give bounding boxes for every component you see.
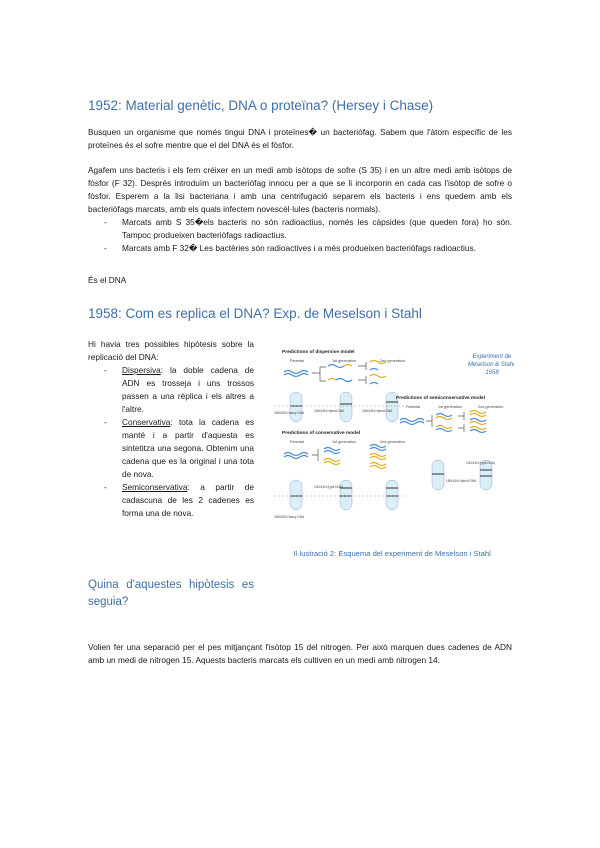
band-label: 15N/14N Hybrid DNA bbox=[314, 409, 345, 413]
column-label: Parental bbox=[290, 440, 305, 444]
section-heading-hershey-chase: 1952: Material genètic, DNA o proteïna? (Hersey i Chase) bbox=[88, 98, 434, 113]
paragraph-nitrogen: Volien fer una separació per el pes mitjançant l'isòtop 15 del nitrogen. Per això marquen dues cadenes de ADN amb un medi de nitrogen 15. Aquests bacteris marcats els cultiven en un medi amb nitrogen 14. bbox=[88, 642, 512, 665]
column-label: 1st generation bbox=[332, 440, 357, 444]
hypothesis-term: Semiconservativa bbox=[122, 482, 188, 492]
band-label: 14N/14N (light DNA) bbox=[466, 461, 496, 465]
experiment-diagram bbox=[270, 342, 514, 542]
hypothesis-term: Conservativa bbox=[122, 417, 171, 427]
section-heading-meselson-stahl: 1958: Com es replica el DNA? Exp. de Meselson i Stahl bbox=[88, 306, 422, 321]
paragraph-procedure: Agafem uns bacteris i els fem créixer en un medi amb isòtops de sofre (S 35) i en un altre medi amb isòtops de fòsfor (F 32). Després introduïm un bacteriòfag innocu per a que se li incorporin en cada cas l'isòtop de sofre o fòsfor. Esperem a la lisi bacteriana i amb una centrifugació separem els bacteris i ens quedem amb els bacteriòfags marcats, amb els quals infectem novescèl·lules (bacteris normals). bbox=[88, 165, 512, 214]
band-label: 15N/15N Heavy DNA bbox=[274, 411, 305, 415]
results-list bbox=[88, 216, 512, 255]
figure-title-line: Experiment de bbox=[472, 354, 512, 360]
panel-dispersive bbox=[274, 349, 406, 422]
column-label: 1st generation bbox=[332, 359, 357, 363]
column-label: 2nd generation bbox=[380, 440, 406, 444]
hypotheses-list bbox=[88, 364, 254, 520]
panel-title: Predictions of semiconservative model bbox=[396, 396, 486, 401]
band-label: 15N/14N Hybrid DNA bbox=[446, 479, 477, 483]
meselson-stahl-figure bbox=[270, 342, 514, 542]
panel-semiconservative bbox=[396, 395, 503, 490]
band-label: 15N/14N Hybrid DNA bbox=[362, 409, 393, 413]
list-item: - Marcats amb F 32� Les bactèries són radioactives i a més produeixen bacteriòfags radioactius. bbox=[88, 242, 512, 255]
column-label: 2nd generation bbox=[380, 359, 406, 363]
band-label: 15N/15N Heavy DNA bbox=[274, 515, 305, 519]
column-label: Parental bbox=[406, 405, 421, 409]
band-label: 14N/14N (light DNA) bbox=[314, 485, 344, 489]
figure-title-line: Meselson & Stahl, bbox=[467, 362, 514, 368]
panel-title: Predictions of conservative model bbox=[282, 431, 361, 436]
list-item: - Marcats amb S 35�els bacteris no són radioactius, només les càpsides (que queden fora) ho són. Tampoc produeixen bacteriòfags radioactius. bbox=[88, 216, 512, 242]
column-label: Parental bbox=[290, 359, 305, 363]
hypothesis-term: Dispersiva bbox=[122, 365, 161, 375]
conclusion-text: És el DNA bbox=[88, 275, 127, 285]
list-item bbox=[88, 364, 254, 416]
hypotheses-intro: Hi havia tres possibles hipòtesis sobre la replicació del DNA: bbox=[88, 339, 254, 362]
column-label: 2nd generation bbox=[478, 405, 504, 409]
panel-title: Predictions of dispersive model bbox=[282, 350, 355, 355]
hypothesis-text: : a partir de cadascuna de les 2 cadenes es forma una de nova. bbox=[122, 482, 254, 518]
figure-title-line: 1958 bbox=[485, 370, 499, 376]
panel-conservative bbox=[274, 430, 406, 519]
column-label: 1st generation bbox=[438, 405, 463, 409]
list-item bbox=[88, 481, 254, 520]
list-item bbox=[88, 416, 254, 481]
hypothesis-text: : tota la cadena es manté i a partir d'aquesta es sintetitza una segona. Obtenim una cadena que es la original i una tota de nova. bbox=[122, 417, 254, 479]
hypothesis-text: : la doble cadena de ADN es trosseja i uns trossos passen a una rèplica i els altres a l'altre. bbox=[122, 365, 254, 414]
paragraph-organism: Busquen un organisme que només tingui DNA i proteïnes� un bacteriòfag. Sabem que l'àtom específic de les proteïnes és el sofre mentre que el del DNA és el fòsfor. bbox=[88, 127, 512, 150]
figure-caption: Il·lustració 2: Esquema del experiment de Meselson i Stahl bbox=[293, 549, 491, 558]
question-heading: Quina d'aquestes hipòtesis es seguia? bbox=[88, 579, 254, 608]
